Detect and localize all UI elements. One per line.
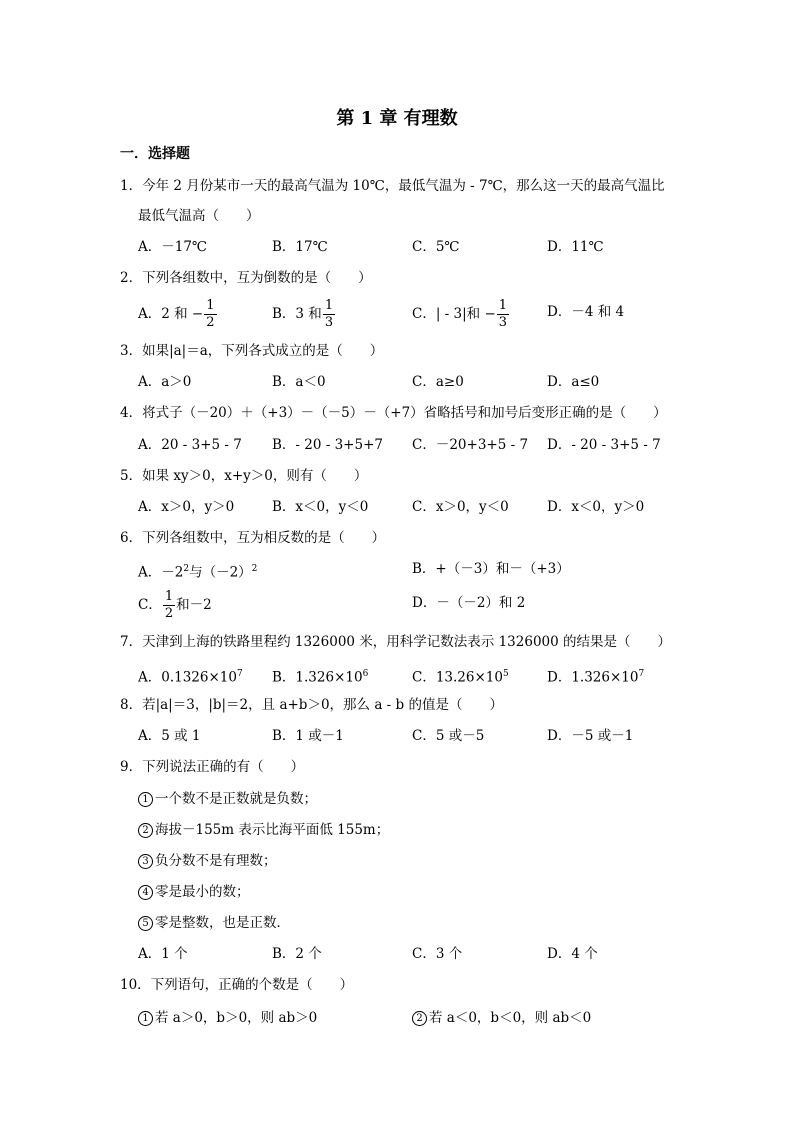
question-7-stem: 7．天津到上海的铁路里程约 1326000 米，用科学记数法表示 1326000 的结果是（ ）	[120, 634, 672, 650]
question-1-option-b: B．17℃	[272, 239, 328, 255]
question-1-option-c: C．5℃	[412, 239, 460, 255]
statement-text: 负分数不是有理数；	[155, 853, 277, 869]
question-3-option-a: A．a＞0	[138, 374, 192, 390]
option-a-base: A．－2	[138, 564, 184, 581]
exponent: 2	[183, 564, 190, 574]
question-1-option-d: D．11℃	[547, 239, 604, 255]
fraction-denominator: 3	[324, 315, 334, 330]
exponent: 7	[236, 669, 243, 679]
fraction-numerator: 1	[206, 298, 215, 313]
statement-text: 若 a＞0，b＞0，则 ab＞0	[155, 1010, 318, 1026]
option-c-text: C．13.26×10	[412, 669, 503, 686]
exponent: 5	[502, 669, 509, 679]
statement-text: 零是最小的数；	[155, 884, 250, 900]
circled-number: 1	[138, 1011, 153, 1026]
question-9-option-d: D．4 个	[547, 946, 598, 962]
question-8-option-d: D．－5 或－1	[547, 728, 634, 744]
chapter-title: 第 1 章 有理数	[336, 108, 458, 129]
question-1-stem-line1: 1．今年 2 月份某市一天的最高气温为 10℃，最低气温为 - 7℃，那么这一天的最高气温比	[120, 178, 665, 194]
exponent: 7	[638, 669, 645, 679]
question-10-statement-1	[138, 1008, 317, 1028]
fraction	[204, 298, 216, 331]
question-2-option-a	[138, 298, 218, 331]
question-7-option-c	[412, 664, 509, 688]
fraction-denominator: 3	[498, 315, 508, 330]
question-9-statement-2	[138, 820, 389, 840]
circled-number: 2	[412, 1011, 427, 1026]
question-5-option-b: B．x＜0，y＜0	[272, 499, 369, 515]
question-5-stem: 5．如果 xy＞0，x+y＞0，则有（ ）	[120, 468, 368, 484]
question-6-option-c	[138, 589, 212, 622]
question-8-option-c: C．5 或－5	[412, 728, 485, 744]
option-b-text: B．1.326×10	[272, 669, 363, 686]
question-2-option-b	[272, 298, 336, 331]
question-1-stem-line2: 最低气温高（ ）	[138, 208, 260, 224]
fraction-numerator: 1	[324, 298, 334, 313]
question-6-option-b: B．+（－3）和－（+3）	[412, 561, 570, 577]
option-c-label: C．	[138, 597, 162, 613]
question-2-option-c	[412, 298, 510, 331]
fraction-numerator: 1	[164, 589, 174, 604]
question-10-statement-2	[412, 1008, 591, 1028]
question-2-option-d: D．－4 和 4	[547, 304, 625, 320]
question-9-statement-1	[138, 789, 317, 809]
question-7-option-b	[272, 664, 368, 688]
statement-text: 零是整数，也是正数．	[155, 915, 290, 931]
question-5-option-c: C．x＞0，y＜0	[412, 499, 509, 515]
option-c-text: C．| - 3|和 −	[412, 306, 496, 322]
circled-number: 3	[138, 854, 153, 869]
fraction-denominator: 2	[164, 606, 174, 621]
question-3-stem: 3．如果|a|＝a，下列各式成立的是（ ）	[120, 343, 384, 359]
question-9-statement-4	[138, 882, 250, 902]
question-9-statement-3	[138, 851, 277, 871]
question-9-stem: 9．下列说法正确的有（ ）	[120, 759, 305, 775]
question-3-option-c: C．a≥0	[412, 374, 464, 390]
fraction-numerator: 1	[498, 298, 508, 313]
question-4-option-a: A．20 - 3+5 - 7	[138, 437, 242, 453]
option-b-text: B．3 和	[272, 306, 322, 322]
fraction	[163, 589, 175, 622]
option-a-text: A．0.1326×10	[138, 669, 237, 686]
question-6-option-d: D．－（－2）和 2	[412, 595, 526, 611]
option-d-text: D．1.326×10	[547, 669, 639, 686]
fraction	[497, 298, 509, 331]
question-4-option-c: C．－20+3+5 - 7	[412, 437, 529, 453]
question-4-option-d: D．- 20 - 3+5 - 7	[547, 437, 661, 453]
question-1-option-a: A．－17℃	[138, 239, 208, 255]
question-3-option-b: B．a＜0	[272, 374, 326, 390]
question-7-option-a	[138, 664, 243, 688]
exponent: 6	[362, 669, 369, 679]
question-5-option-a: A．x＞0，y＞0	[138, 499, 235, 515]
circled-number: 5	[138, 916, 153, 931]
fraction-denominator: 2	[206, 315, 215, 330]
question-4-stem: 4．将式子（－20）＋（+3）－（－5）－（+7）省略括号和加号后变形正确的是（ ）	[120, 405, 667, 421]
question-4-option-b: B．- 20 - 3+5+7	[272, 437, 383, 453]
section-heading: 一．选择题	[120, 146, 190, 162]
question-9-option-c: C．3 个	[412, 946, 463, 962]
question-3-option-d: D．a≤0	[547, 374, 600, 390]
statement-text: 海拔－155m 表示比海平面低 155m；	[155, 822, 390, 838]
statement-text: 一个数不是正数就是负数；	[155, 791, 317, 807]
circled-number: 1	[138, 792, 153, 807]
exponent: 2	[251, 564, 258, 574]
option-a-rest: 与（－2）	[189, 564, 252, 581]
question-10-stem: 10．下列语句，正确的个数是（ ）	[120, 977, 354, 993]
question-8-option-b: B．1 或－1	[272, 728, 344, 744]
circled-number: 2	[138, 823, 153, 838]
statement-text: 若 a＜0，b＜0，则 ab＜0	[429, 1010, 592, 1026]
question-9-option-a: A．1 个	[138, 946, 188, 962]
question-2-stem: 2．下列各组数中，互为倒数的是（ ）	[120, 270, 372, 286]
question-8-option-a: A．5 或 1	[138, 728, 201, 744]
question-5-option-d: D．x＜0，y＞0	[547, 499, 645, 515]
option-a-text: A．2 和 −	[138, 306, 204, 322]
fraction	[323, 298, 335, 331]
question-9-option-b: B．2 个	[272, 946, 322, 962]
question-7-option-d	[547, 664, 644, 688]
circled-number: 4	[138, 885, 153, 900]
option-c-text: 和－2	[176, 597, 212, 613]
question-6-stem: 6．下列各组数中，互为相反数的是（ ）	[120, 530, 386, 546]
question-8-stem: 8．若|a|＝3，|b|＝2，且 a+b＞0，那么 a - b 的值是（ ）	[120, 697, 503, 713]
question-6-option-a	[138, 559, 257, 583]
question-9-statement-5	[138, 913, 290, 933]
